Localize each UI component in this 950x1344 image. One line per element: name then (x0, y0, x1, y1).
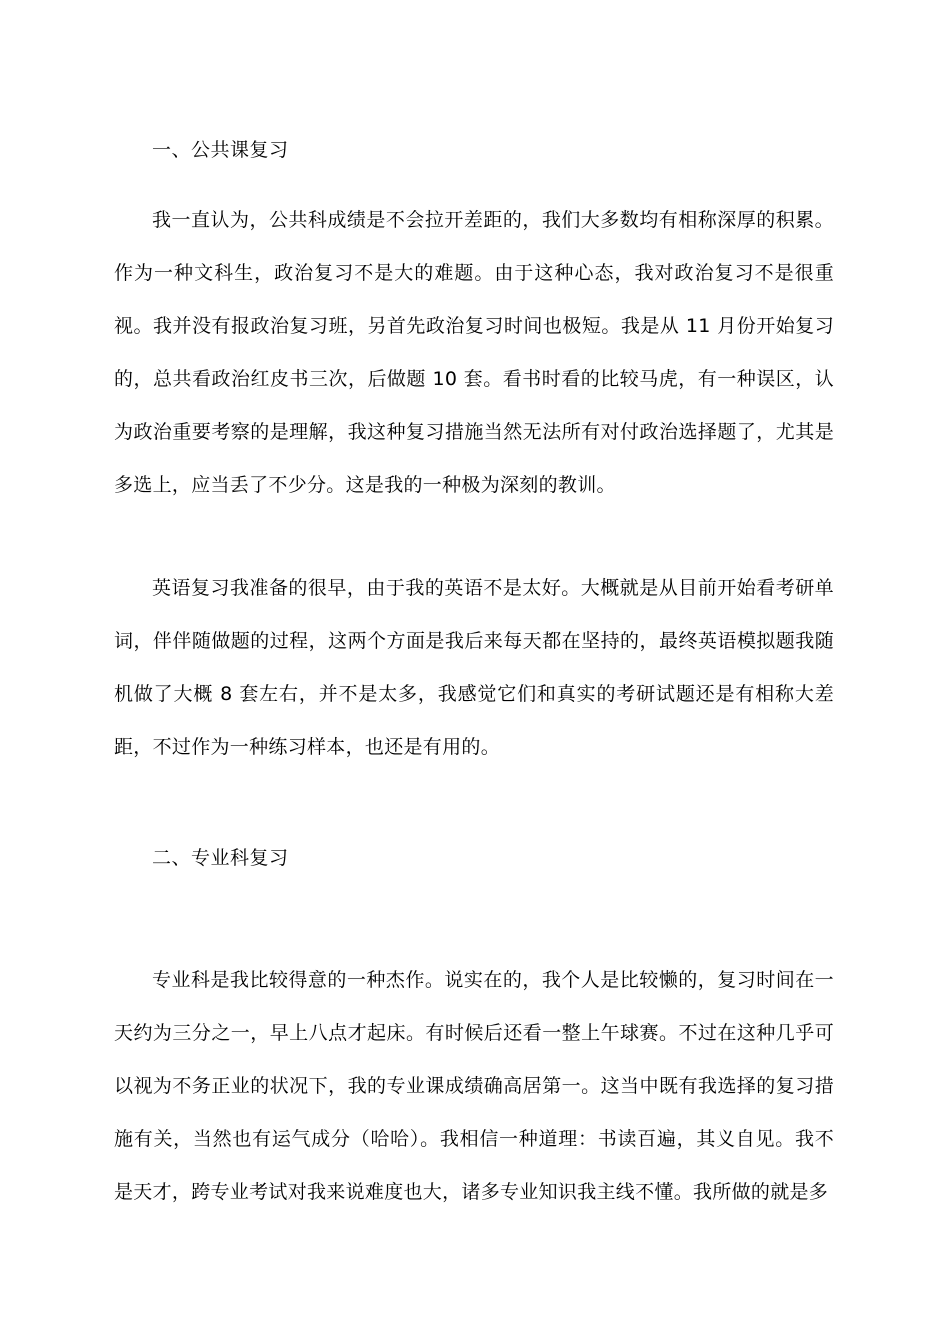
section-heading-public-courses: 一、公共课复习 (152, 139, 289, 161)
section-heading-major-courses: 二、专业科复习 (152, 847, 289, 869)
paragraph-major-review: 专业科是我比较得意的一种杰作。说实在的，我个人是比较懒的，复习时间在一天约为三分之一，早上八点才起床。有时候后还看一整上午球赛。不过在这种几乎可以视为不务正业的状况下，我的专业课成绩确高居第一。这当中既有我选择的复习措施有关，当然也有运气成分（哈哈）。我相信一种道理：书读百遍，其义自见。我不是天才，跨专业考试对我来说难度也大，诸多专业知识我主线不懂。我所做的就是多 (114, 969, 834, 1203)
paragraph-english-review: 英语复习我准备的很早，由于我的英语不是太好。大概就是从目前开始看考研单词，伴伴随做题的过程，这两个方面是我后来每天都在坚持的，最终英语模拟题我随机做了大概 8 套左右，并不是太多，我感觉它们和真实的考研试题还是有相称大差距，不过作为一种练习样本，也还是有用的。 (114, 577, 834, 758)
paragraph-politics-review: 我一直认为，公共科成绩是不会拉开差距的，我们大多数均有相称深厚的积累。作为一种文科生，政治复习不是大的难题。由于这种心态，我对政治复习不是很重视。我并没有报政治复习班，另首先政治复习时间也极短。我是从 11 月份开始复习的，总共看政治红皮书三次，后做题 10 套。看书时看的比较马虎，有一种误区，认为政治重要考察的是理解，我这种复习措施当然无法所有对付政治选择题了，尤其是多选上，应当丢了不少分。这是我的一种极为深刻的教训。 (114, 209, 834, 496)
